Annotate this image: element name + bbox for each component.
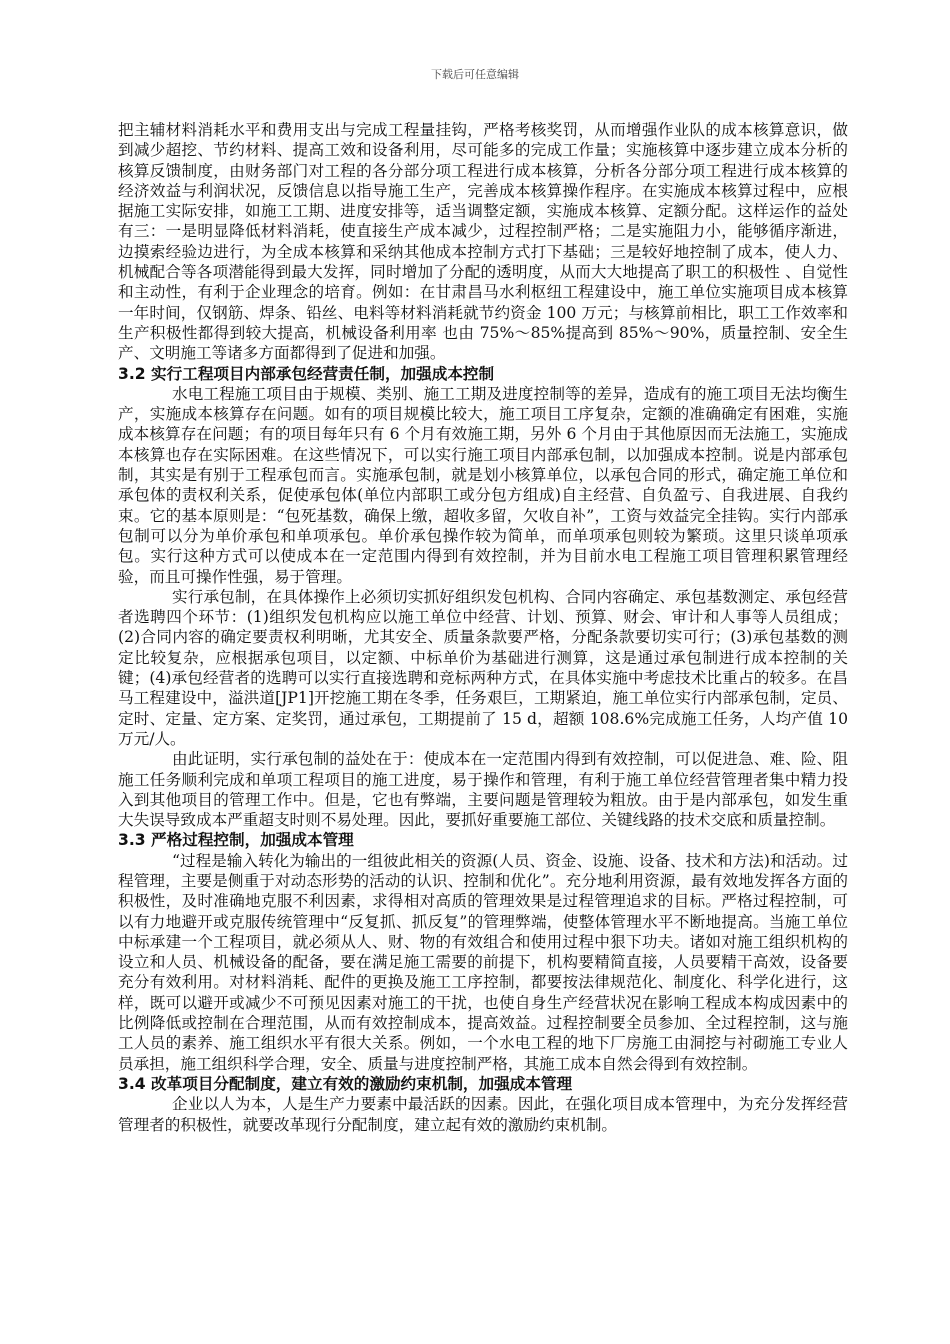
section-heading-3-2: 3.2 实行工程项目内部承包经营责任制，加强成本控制	[118, 364, 495, 383]
page-header: 下载后可任意编辑	[431, 68, 519, 81]
paragraph-process-control: “过程是输入转化为输出的一组彼此相关的资源(人员、资金、设施、设备、技术和方法)和活动。过程管理，主要是侧重于对动态形势的活动的认识、控制和优化”。充分地利用资源，最有效地发挥各方面的积极性，及时准确地克服不利因素，求得相对高质的管理效果是过程管理追求的目标。严格过程控制，可以有力地避开或克服传统管理中“反复抓、抓反复”的管理弊端，使整体管理水平不断地提高。当施工单位中标承建一个工程项目，就必须从人、财、物的有效组合和使用过程中狠下功夫。诸如对施工组织机构的设立和人员、机械设备的配备，要在满足施工需要的前提下，机构要精简直接，人员要精干高效，设备要充分有效利用。对材料消耗、配件的更换及施工工序控制，都要按法律规范化、制度化、科学化进行，这样，既可以避开或减少不可预见因素对施工的干扰，也使自身生产经营状况在影响工程成本构成因素中的比例降低或控制在合理范围，从而有效控制成本，提高效益。过程控制要全员参加、全过程控制，这与施工人员的素养、施工组织水平有很大关系。例如，一个水电工程的地下厂房施工由洞挖与衬砌施工专业人员承担，施工组织科学合理，安全、质量与进度控制严格，其施工成本自然会得到有效控制。	[118, 851, 848, 1073]
paragraph-contracting-steps: 实行承包制，在具体操作上必须切实抓好组织发包机构、合同内容确定、承包基数测定、承包经营者选聘四个环节：(1)组织发包机构应以施工单位中经营、计划、预算、财会、审计和人事等人员组成；(2)合同内容的确定要责权利明晰，尤其安全、质量条款要严格，分配条款要切实可行；(3)承包基数的测定比较复杂，应根据承包项目，以定额、中标单价为基础进行测算，这是通过承包制进行成本控制的关键；(4)承包经营者的选聘可以实行直接选聘和竞标两种方式，在具体实施中考虑技术比重占的较多。在昌马工程建设中，溢洪道[JP1]开挖施工期在冬季，任务艰巨，工期紧迫，施工单位实行内部承包制，定员、定时、定量、定方案、定奖罚，通过承包，工期提前了 15 d，超额 108.6%完成施工任务，人均产值 10 万元/人。	[118, 587, 848, 748]
document-body	[118, 120, 848, 1135]
section-heading-3-4: 3.4 改革项目分配制度，建立有效的激励约束机制，加强成本管理	[118, 1074, 573, 1093]
paragraph-contracting-benefits: 由此证明，实行承包制的益处在于：使成本在一定范围内得到有效控制，可以促进急、难、险、阻施工任务顺利完成和单项工程项目的施工进度，易于操作和管理，有利于施工单位经营管理者集中精力投入到其他项目的管理工作中。但是，它也有弊端，主要问题是管理较为粗放。由于是内部承包，如发生重大失误导致成本严重超支时则不易处理。因此，要抓好重要施工部位、关键线路的技术交底和质量控制。	[118, 750, 848, 830]
paragraph-internal-contracting: 水电工程施工项目由于规模、类别、施工工期及进度控制等的差异，造成有的施工项目无法均衡生产，实施成本核算存在问题。如有的项目规模比较大，施工项目工序复杂，定额的准确确定有困难，实施成本核算存在问题；有的项目每年只有 6 个月有效施工期，另外 6 个月由于其他原因而无法施工，实施成本核算也存在实际困难。在这些情况下，可以实行施工项目内部承包制，以加强成本控制。说是内部承包制，其实是有别于工程承包而言。实施承包制，就是划小核算单位，以承包合同的形式，确定施工单位和承包体的责权利关系，促使承包体(单位内部职工或分包方组成)自主经营、自负盈亏、自我进展、自我约束。它的基本原则是：“包死基数，确保上缴，超收多留，欠收自补”，工资与效益完全挂钩。实行内部承包制可以分为单价承包和单项承包。单价承包操作较为简单，而单项承包则较为繁琐。这里只谈单项承包。实行这种方式可以使成本在一定范围内得到有效控制，并为目前水电工程施工项目管理积累管理经验，而且可操作性强，易于管理。	[118, 384, 848, 586]
paragraph-cost-accounting: 把主辅材料消耗水平和费用支出与完成工程量挂钩，严格考核奖罚，从而增强作业队的成本核算意识，做到减少超挖、节约材料、提高工效和设备利用，尽可能多的完成工作量；实施核算中逐步建立成本分析的核算反馈制度，由财务部门对工程的各分部分项工程进行成本核算，分析各分部分项工程进行成本核算的经济效益与利润状况，反馈信息以指导施工生产，完善成本核算操作程序。在实施成本核算过程中，应根据施工实际安排，如施工工期、进度安排等，适当调整定额，实施成本核算、定额分配。这样运作的益处有三：一是明显降低材料消耗，使直接生产成本减少，过程控制严格；二是实施阻力小，能够循序渐进，边摸索经验边进行，为全成本核算和采纳其他成本控制方式打下基础；三是较好地控制了成本，使人力、机械配合等各项潜能得到最大发挥，同时增加了分配的透明度，从而大大地提高了职工的积极性 、自觉性和主动性，有利于企业理念的培育。例如：在甘肃昌马水利枢纽工程建设中，施工单位实施项目成本核算一年时间，仅钢筋、焊条、铅丝、电料等材料消耗就节约资金 100 万元；与核算前相比，职工工作效率和生产积极性都得到较大提高，机械设备利用率 也由 75%～85%提高到 85%～90%，质量控制、安全生产、文明施工等诸多方面都得到了促进和加强。	[118, 121, 848, 363]
paragraph-distribution-reform: 企业以人为本，人是生产力要素中最活跃的因素。因此，在强化项目成本管理中，为充分发挥经营管理者的积极性，就要改革现行分配制度，建立起有效的激励约束机制。	[118, 1095, 848, 1134]
section-heading-3-3: 3.3 严格过程控制，加强成本管理	[118, 831, 354, 850]
